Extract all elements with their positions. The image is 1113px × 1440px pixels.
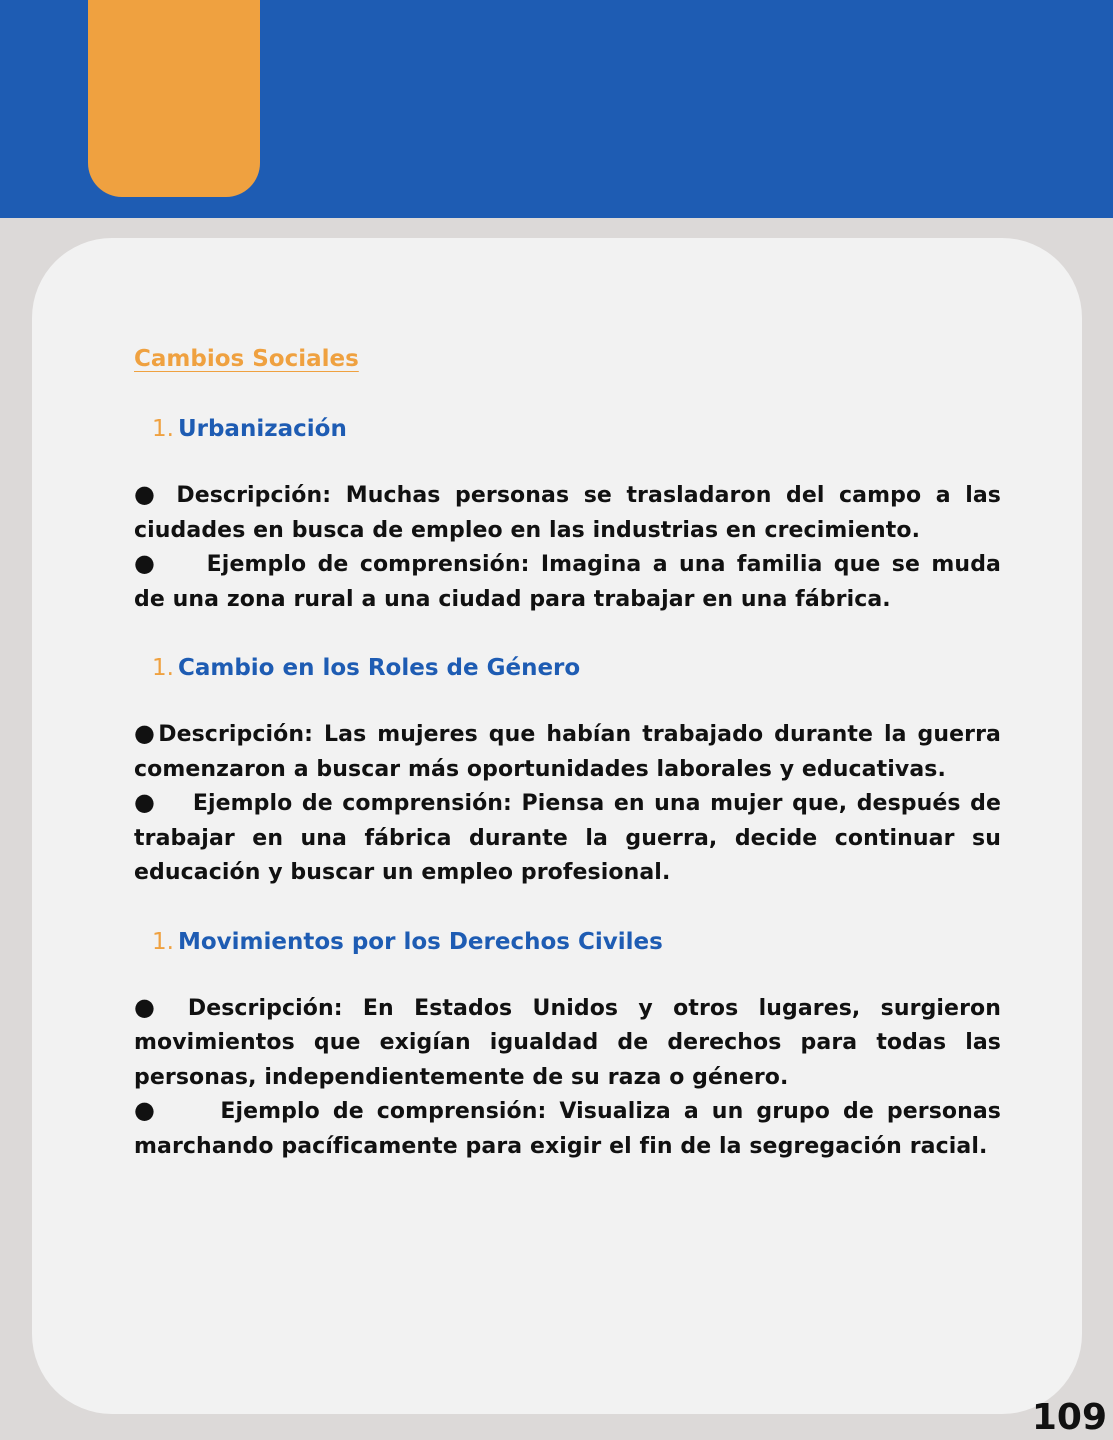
subheading	[152, 923, 1001, 961]
example-text: Ejemplo de comprensión: Piensa en una mujer que, después de trabajar en una fábrica durante la guerra, decide continuar su educación y buscar un empleo profesional.	[134, 791, 1001, 885]
section-roles-genero	[134, 649, 1001, 891]
orange-tab-decoration	[88, 0, 260, 197]
list-number: 1.	[152, 416, 174, 442]
bullet-icon: ●	[134, 992, 168, 1021]
example-paragraph	[134, 787, 1001, 891]
section-derechos-civiles	[134, 923, 1001, 1165]
bullet-icon: ●	[134, 549, 159, 577]
page-content	[134, 340, 1001, 1164]
subheading-text: Movimientos por los Derechos Civiles	[177, 928, 663, 955]
description-paragraph	[134, 992, 1001, 1096]
example-paragraph	[134, 548, 1001, 617]
list-number: 1.	[152, 655, 174, 681]
subheading-text: Urbanización	[177, 416, 347, 442]
subheading	[152, 410, 1001, 448]
example-text: Ejemplo de comprensión: Visualiza a un grupo de personas marchando pacíficamente para exigir el fin de la segregación racial.	[134, 1099, 1002, 1159]
description-text: Descripción: En Estados Unidos y otros lugares, surgieron movimientos que exigían igualdad de derechos para todas las personas, independientemente de su raza o género.	[134, 995, 1002, 1090]
bullet-icon: ●	[134, 788, 157, 816]
bullet-icon: ●	[134, 719, 159, 747]
bullet-block	[134, 992, 1001, 1165]
section-title: Cambios Sociales	[134, 346, 359, 372]
subheading	[152, 649, 1001, 687]
bullet-block	[134, 479, 1001, 617]
description-paragraph	[134, 718, 1001, 787]
page-number: 109	[1031, 1397, 1107, 1438]
description-paragraph	[134, 479, 1001, 548]
description-text: Descripción: Las mujeres que habían trabajado durante la guerra comenzaron a buscar más oportunidades laborales y educativas.	[134, 722, 1001, 782]
example-text: Ejemplo de comprensión: Imagina a una familia que se muda de una zona rural a una ciudad para trabajar en una fábrica.	[134, 552, 1001, 612]
bullet-icon: ●	[134, 1096, 161, 1124]
bullet-block	[134, 718, 1001, 891]
example-paragraph	[134, 1095, 1001, 1164]
bullet-icon: ●	[134, 480, 162, 508]
list-number: 1.	[152, 928, 174, 955]
description-text: Descripción: Muchas personas se trasladaron del campo a las ciudades en busca de empleo en las industrias en crecimiento.	[134, 483, 1001, 543]
section-urbanizacion	[134, 410, 1001, 617]
subheading-text: Cambio en los Roles de Género	[177, 655, 581, 681]
